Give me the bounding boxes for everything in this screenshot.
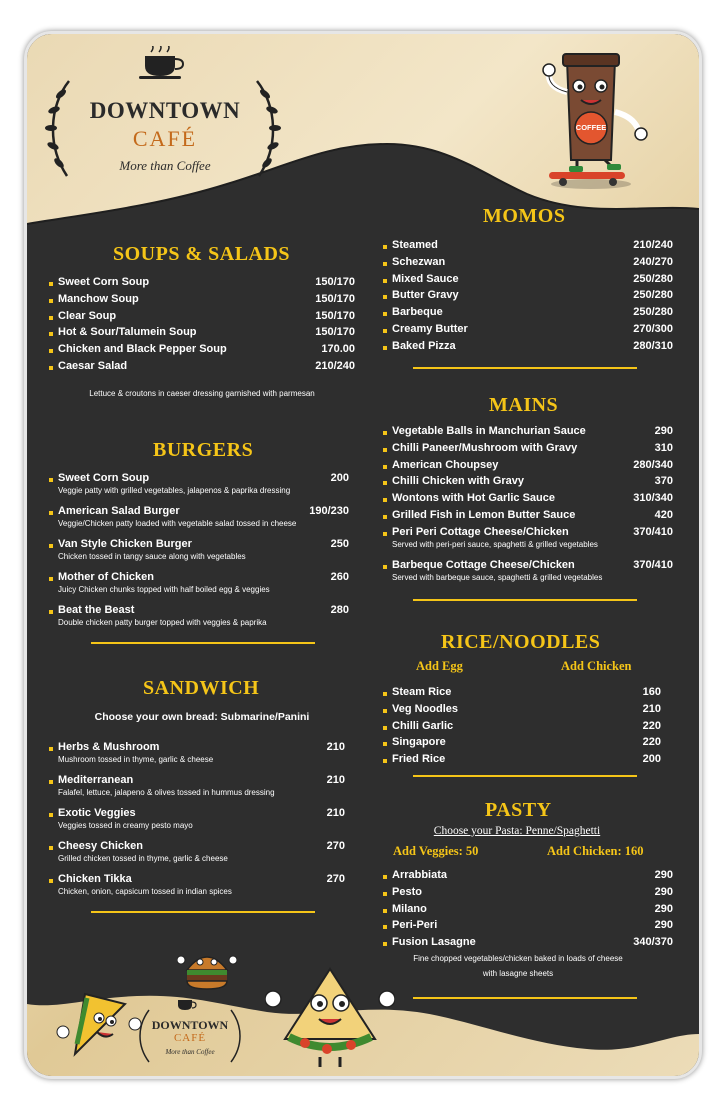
momos-item-price: 240/270 — [633, 255, 673, 268]
burgers-item-desc: Chicken tossed in tangy sauce along with vegetables — [58, 552, 246, 561]
rice-item-name: Chilli Garlic — [392, 719, 454, 732]
brand-cafe: CAFÉ — [132, 126, 198, 151]
sandwich-item-price: 270 — [326, 840, 345, 852]
mains-title: MAINS — [489, 394, 559, 416]
pasty-item — [383, 869, 673, 885]
bullet-icon — [49, 610, 53, 614]
sandwich-item-desc: Mushroom tossed in thyme, garlic & cheese — [58, 755, 214, 764]
bullet-icon — [383, 465, 387, 469]
mains-item-name: Vegetable Balls in Manchurian Sauce — [392, 425, 586, 437]
rice-item-price: 160 — [642, 686, 661, 698]
soups-item — [49, 293, 355, 309]
rice-item-price: 220 — [642, 736, 661, 749]
momos-item-name: Steamed — [392, 239, 438, 251]
momos-item-name: Baked Pizza — [392, 339, 456, 352]
mains-item — [383, 442, 673, 458]
sandwich-item — [49, 807, 345, 830]
bullet-icon — [383, 295, 387, 299]
soups-item — [49, 360, 355, 376]
rice-item — [383, 720, 661, 736]
burgers-item — [49, 604, 349, 627]
soups-note: Lettuce & croutons in caeser dressing garnished with parmesan — [89, 389, 315, 398]
sandwich-item-name: Mediterranean — [58, 774, 134, 786]
pasty-choose: Choose your Pasta: Penne/Spaghetti — [433, 825, 601, 837]
menu-card — [24, 31, 702, 1079]
burgers-item — [49, 538, 349, 561]
momos-title: MOMOS — [483, 205, 566, 227]
bullet-icon — [383, 942, 387, 946]
burgers-item-price: 280 — [330, 604, 349, 616]
pasty-title: PASTY — [485, 799, 552, 821]
soups-item-price: 150/170 — [315, 292, 355, 305]
soups-item-name: Caesar Salad — [58, 360, 128, 372]
bullet-icon — [49, 349, 53, 353]
bullet-icon — [49, 813, 53, 817]
pasty-item — [383, 886, 673, 902]
sandwich-item-desc: Veggies tossed in creamy pesto mayo — [58, 821, 193, 830]
mains-item-price: 370 — [654, 475, 673, 488]
mains-item-name: Chilli Chicken with Gravy — [392, 475, 525, 488]
soups-item-price: 150/170 — [315, 276, 355, 288]
sandwich-divider — [91, 911, 315, 913]
momos-divider — [413, 367, 637, 369]
mains-item-name: Barbeque Cottage Cheese/Chicken — [392, 559, 575, 572]
burgers-item-desc: Double chicken patty burger topped with veggies & paprika — [58, 618, 267, 627]
momos-item-name: Creamy Butter — [392, 323, 468, 335]
sandwich-item-price: 210 — [326, 741, 345, 753]
sandwich-item — [49, 774, 345, 797]
burgers-item-desc: Veggie patty with grilled vegetables, jalapenos & paprika dressing — [58, 486, 291, 495]
sandwich-item-name: Cheesy Chicken — [58, 840, 143, 852]
sandwich-item-price: 210 — [326, 807, 345, 819]
momos-item-name: Butter Gravy — [392, 289, 459, 302]
bullet-icon — [49, 544, 53, 548]
mains-item — [383, 459, 673, 475]
soups-item-name: Manchow Soup — [58, 292, 139, 305]
bullet-icon — [383, 312, 387, 316]
soups-item — [49, 326, 355, 342]
sandwich-item-price: 210 — [326, 774, 345, 786]
rice-item-price: 200 — [642, 753, 661, 766]
momos-item-name: Schezwan — [392, 255, 446, 268]
rice-item-price: 220 — [642, 719, 661, 732]
momos-item — [383, 340, 673, 356]
bullet-icon — [383, 925, 387, 929]
bullet-icon — [49, 282, 53, 286]
brand-logo-small — [135, 996, 245, 1066]
laurel-left-icon — [41, 76, 81, 186]
mains-item-price: 280/340 — [633, 458, 673, 471]
soups-item-name: Hot & Sour/Talumein Soup — [58, 326, 197, 339]
mains-item-name: American Choupsey — [392, 458, 499, 471]
sandwich-item-price: 270 — [326, 873, 345, 885]
pasty-item-name: Fusion Lasagne — [392, 936, 476, 949]
brand-tagline: More than Coffee — [119, 158, 211, 173]
pasty-item-name: Milano — [392, 902, 427, 915]
pasty-note-line2: with lasagne sheets — [482, 969, 554, 978]
bullet-icon — [49, 747, 53, 751]
rice-item-name: Steam Rice — [392, 686, 452, 698]
mains-item — [383, 475, 673, 491]
bullet-icon — [383, 262, 387, 266]
bullet-icon — [383, 245, 387, 249]
momos-item-name: Barbeque — [392, 306, 443, 319]
bullet-icon — [49, 299, 53, 303]
rice-item — [383, 753, 661, 769]
sandwich-item — [49, 873, 345, 896]
sandwich-item-desc: Grilled chicken tossed in thyme, garlic & cheese — [58, 854, 228, 863]
soups-item-name: Clear Soup — [58, 309, 117, 322]
mains-item — [383, 559, 673, 583]
bullet-icon — [383, 709, 387, 713]
rice-item-name: Singapore — [392, 736, 446, 749]
bullet-icon — [49, 366, 53, 370]
coffee-mascot-icon — [521, 52, 661, 192]
burgers-item — [49, 505, 349, 528]
brand-name-small: DOWNTOWN — [151, 1018, 229, 1032]
mains-item-name: Peri Peri Cottage Cheese/Chicken — [392, 525, 569, 538]
burgers-item-name: American Salad Burger — [58, 505, 180, 517]
burgers-item — [49, 571, 349, 594]
rice-item-name: Veg Noodles — [392, 702, 459, 715]
pasty-note-line1: Fine chopped vegetables/chicken baked in loads of cheese — [413, 954, 623, 963]
mains-item-name: Grilled Fish in Lemon Butter Sauce — [392, 509, 576, 521]
soups-item-name: Sweet Corn Soup — [58, 276, 150, 288]
burgers-title: BURGERS — [153, 439, 254, 461]
rice-item — [383, 686, 661, 702]
momos-item — [383, 273, 673, 289]
momos-item-price: 250/280 — [633, 306, 673, 319]
sandwich-item-desc: Chicken, onion, capsicum tossed in indian spices — [58, 887, 232, 896]
burgers-item-name: Sweet Corn Soup — [58, 472, 150, 484]
mains-item — [383, 509, 673, 525]
momos-item-price: 210/240 — [633, 239, 673, 251]
sandwich-thumbs-up-mascot-icon — [265, 959, 395, 1069]
burgers-item-desc: Juicy Chicken chunks topped with half boiled egg & veggies — [58, 585, 270, 594]
mains-item-desc: Served with barbeque sauce, spaghetti & grilled vegetables — [392, 573, 603, 583]
rice-add-egg: Add Egg — [416, 659, 463, 673]
burgers-item-price: 200 — [330, 472, 349, 484]
bullet-icon — [49, 577, 53, 581]
soups-item — [49, 343, 355, 359]
pasty-item-name: Arrabbiata — [392, 869, 448, 881]
momos-item — [383, 306, 673, 322]
rice-item — [383, 736, 661, 752]
burgers-item-name: Van Style Chicken Burger — [58, 538, 192, 550]
laurel-right-icon — [245, 76, 285, 186]
mains-item-price: 420 — [654, 509, 673, 521]
rice-divider — [413, 775, 637, 777]
bullet-icon — [383, 692, 387, 696]
burgers-item-price: 190/230 — [309, 505, 349, 517]
burgers-item-desc: Veggie/Chicken patty loaded with vegetable salad tossed in cheese — [58, 519, 297, 528]
pasty-item-price: 290 — [654, 902, 673, 915]
bullet-icon — [383, 892, 387, 896]
bullet-icon — [383, 515, 387, 519]
sandwich-subtitle: Choose your own bread: Submarine/Panini — [94, 711, 310, 723]
bullet-icon — [383, 759, 387, 763]
mains-item — [383, 425, 673, 441]
brand-name: DOWNTOWN — [89, 98, 241, 123]
pasty-item-price: 290 — [654, 919, 673, 932]
mains-item — [383, 492, 673, 508]
pasty-item-name: Pesto — [392, 885, 422, 898]
rice-add-chicken: Add Chicken — [561, 659, 632, 673]
momos-item-price: 250/280 — [633, 272, 673, 285]
mains-item-name: Chilli Paneer/Mushroom with Gravy — [392, 441, 578, 454]
coffee-cup-icon — [137, 46, 187, 80]
burger-mascot-icon — [177, 946, 237, 994]
brand-cafe-small: CAFÉ — [173, 1032, 207, 1044]
bullet-icon — [49, 511, 53, 515]
sandwich-item — [49, 840, 345, 863]
soups-item-price: 170.00 — [321, 343, 355, 356]
bullet-icon — [383, 448, 387, 452]
soups-item-price: 150/170 — [315, 326, 355, 339]
pasty-item-price: 340/370 — [633, 936, 673, 949]
pasty-item — [383, 919, 673, 935]
bullet-icon — [383, 279, 387, 283]
soups-item-name: Chicken and Black Pepper Soup — [58, 343, 227, 356]
bullet-icon — [383, 481, 387, 485]
sandwich-item-name: Herbs & Mushroom — [58, 741, 160, 753]
bullet-icon — [383, 742, 387, 746]
bullet-icon — [383, 498, 387, 502]
pasty-add-chicken: Add Chicken: 160 — [547, 844, 644, 858]
coffee-mascot — [521, 52, 661, 192]
soups-item — [49, 276, 355, 292]
mains-item-price: 290 — [654, 425, 673, 437]
pasty-item — [383, 903, 673, 919]
mains-item-desc: Served with peri-peri sauce, spaghetti & grilled vegetables — [392, 539, 598, 549]
mains-item-price: 310 — [654, 441, 673, 454]
bullet-icon — [49, 780, 53, 784]
bullet-icon — [383, 565, 387, 569]
bullet-icon — [383, 875, 387, 879]
bullet-icon — [49, 478, 53, 482]
mains-item-name: Wontons with Hot Garlic Sauce — [392, 492, 555, 505]
mains-item-price: 310/340 — [633, 492, 673, 505]
mains-item-price: 370/410 — [633, 559, 673, 572]
momos-item — [383, 289, 673, 305]
rice-title: RICE/NOODLES — [441, 631, 601, 653]
rice-item-price: 210 — [642, 702, 661, 715]
burgers-item-name: Beat the Beast — [58, 604, 135, 616]
pasty-add-veggies: Add Veggies: 50 — [393, 844, 479, 858]
pasty-divider — [413, 997, 637, 999]
burgers-divider — [91, 642, 315, 644]
bullet-icon — [383, 329, 387, 333]
pasty-item — [383, 936, 673, 952]
bullet-icon — [49, 316, 53, 320]
burgers-item-name: Mother of Chicken — [58, 571, 154, 583]
sandwich-item-name: Exotic Veggies — [58, 807, 136, 819]
mains-item-price: 370/410 — [633, 525, 673, 538]
brand-logo — [41, 46, 281, 186]
pasty-item-price: 290 — [654, 869, 673, 881]
mains-item — [383, 525, 673, 549]
rice-item-name: Fried Rice — [392, 753, 446, 766]
bullet-icon — [49, 846, 53, 850]
coffee-cup-label: COFFEE — [575, 123, 607, 132]
sandwich-title: SANDWICH — [143, 677, 260, 699]
burgers-item-price: 260 — [330, 571, 349, 583]
bullet-icon — [383, 431, 387, 435]
pasty-item-price: 290 — [654, 885, 673, 898]
bullet-icon — [383, 346, 387, 350]
brand-tagline-small: More than Coffee — [165, 1048, 215, 1056]
soups-title: SOUPS & SALADS — [113, 243, 291, 265]
momos-item-price: 250/280 — [633, 289, 673, 302]
momos-item — [383, 256, 673, 272]
momos-item — [383, 323, 673, 339]
bullet-icon — [383, 909, 387, 913]
bullet-icon — [383, 532, 387, 536]
sandwich-item-desc: Falafel, lettuce, jalapeno & olives tossed in hummus dressing — [58, 788, 275, 797]
soups-item-price: 150/170 — [315, 309, 355, 322]
burgers-item-price: 250 — [330, 538, 349, 550]
soups-item-price: 210/240 — [315, 360, 355, 372]
momos-item-price: 280/310 — [633, 339, 673, 352]
momos-item — [383, 239, 673, 255]
sandwich-item-name: Chicken Tikka — [58, 873, 132, 885]
bullet-icon — [49, 332, 53, 336]
bullet-icon — [49, 879, 53, 883]
burgers-item — [49, 472, 349, 495]
mains-divider — [413, 599, 637, 601]
sandwich-item — [49, 741, 345, 764]
sandwich-mascot-icon — [55, 984, 145, 1064]
pasty-item-name: Peri-Peri — [392, 919, 438, 932]
soups-item — [49, 310, 355, 326]
momos-item-name: Mixed Sauce — [392, 272, 459, 285]
bullet-icon — [383, 726, 387, 730]
momos-item-price: 270/300 — [633, 323, 673, 335]
rice-item — [383, 703, 661, 719]
